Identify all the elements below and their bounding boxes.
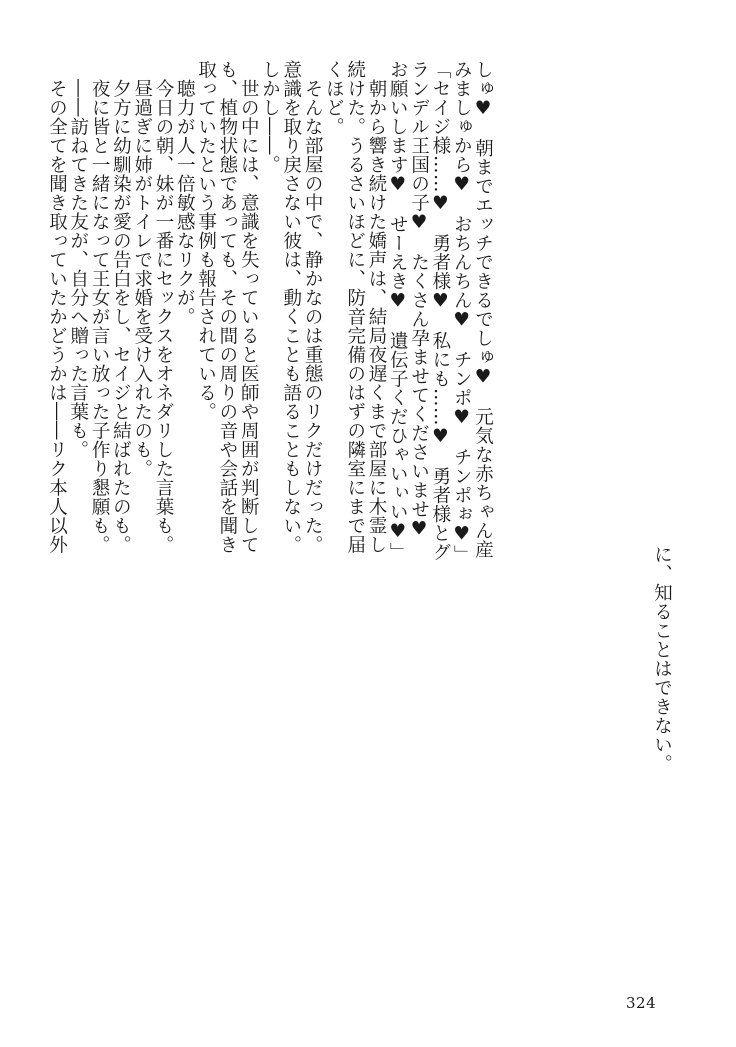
text-column: ――訪ねてきた友が、自分へ贈った言葉も。 bbox=[67, 60, 89, 459]
text-column: 意識を取り戻さない彼は、動くことも語ることもしない。 bbox=[280, 60, 302, 554]
text-column: しかし――。 bbox=[259, 60, 281, 174]
text-column: お願いします♥ せーえき♥ 遺伝子くだひゃいぃい♥」 bbox=[387, 60, 409, 562]
text-column: 「セイジ様……♥ 勇者様♥ 私にも……♥ 勇者様とグ bbox=[429, 60, 451, 562]
text-column: 世の中には、意識を失っていると医師や周囲が判断して bbox=[238, 60, 260, 554]
text-column: みましゅから♥ おちんちん♥ チンポ♥ チンポぉ♥」 bbox=[451, 60, 473, 564]
text-column: ランデル王国の子♥ たくさん孕ませてくださいませ♥ bbox=[408, 60, 430, 540]
text-column: 聴力が人一倍敏感なリクが。 bbox=[174, 60, 196, 326]
text-column: も、植物状態であっても、その間の周りの音や会話を聞き bbox=[216, 60, 238, 554]
text-column: 朝から響き続けた嬌声は、結局夜遅くまで部屋に木霊し bbox=[366, 60, 387, 554]
page-number: 324 bbox=[626, 994, 657, 1012]
text-column: 夜に皆と一緒になって王女が言い放った子作り懇願も。 bbox=[89, 60, 111, 554]
text-column: 昼過ぎに姉がトイレで求婚を受け入れたのも。 bbox=[131, 60, 153, 478]
text-column: 取っていたという事例も報告されている。 bbox=[195, 60, 217, 421]
text-column: その全てを聞き取っていたかどうかは――リク本人以外 bbox=[46, 60, 68, 554]
text-column: 今日の朝、妹が一番にセックスをオネダリした言葉も。 bbox=[153, 60, 174, 554]
text-column: 続けた。うるさいほどに、防音完備のはずの隣室にまで届 bbox=[344, 60, 366, 554]
text-column: 夕方に幼馴染が愛の告白をし、セイジと結ばれたのも。 bbox=[110, 60, 132, 554]
text-column: しゅ♥ 朝までエッチできるでしゅ♥ 元気な赤ちゃん産 bbox=[472, 60, 494, 559]
text-column: くほど。 bbox=[323, 60, 345, 136]
text-column: に、知ることはできない。 bbox=[651, 545, 673, 773]
text-column: そんな部屋の中で、静かなのは重態のリクだけだった。 bbox=[302, 60, 324, 554]
